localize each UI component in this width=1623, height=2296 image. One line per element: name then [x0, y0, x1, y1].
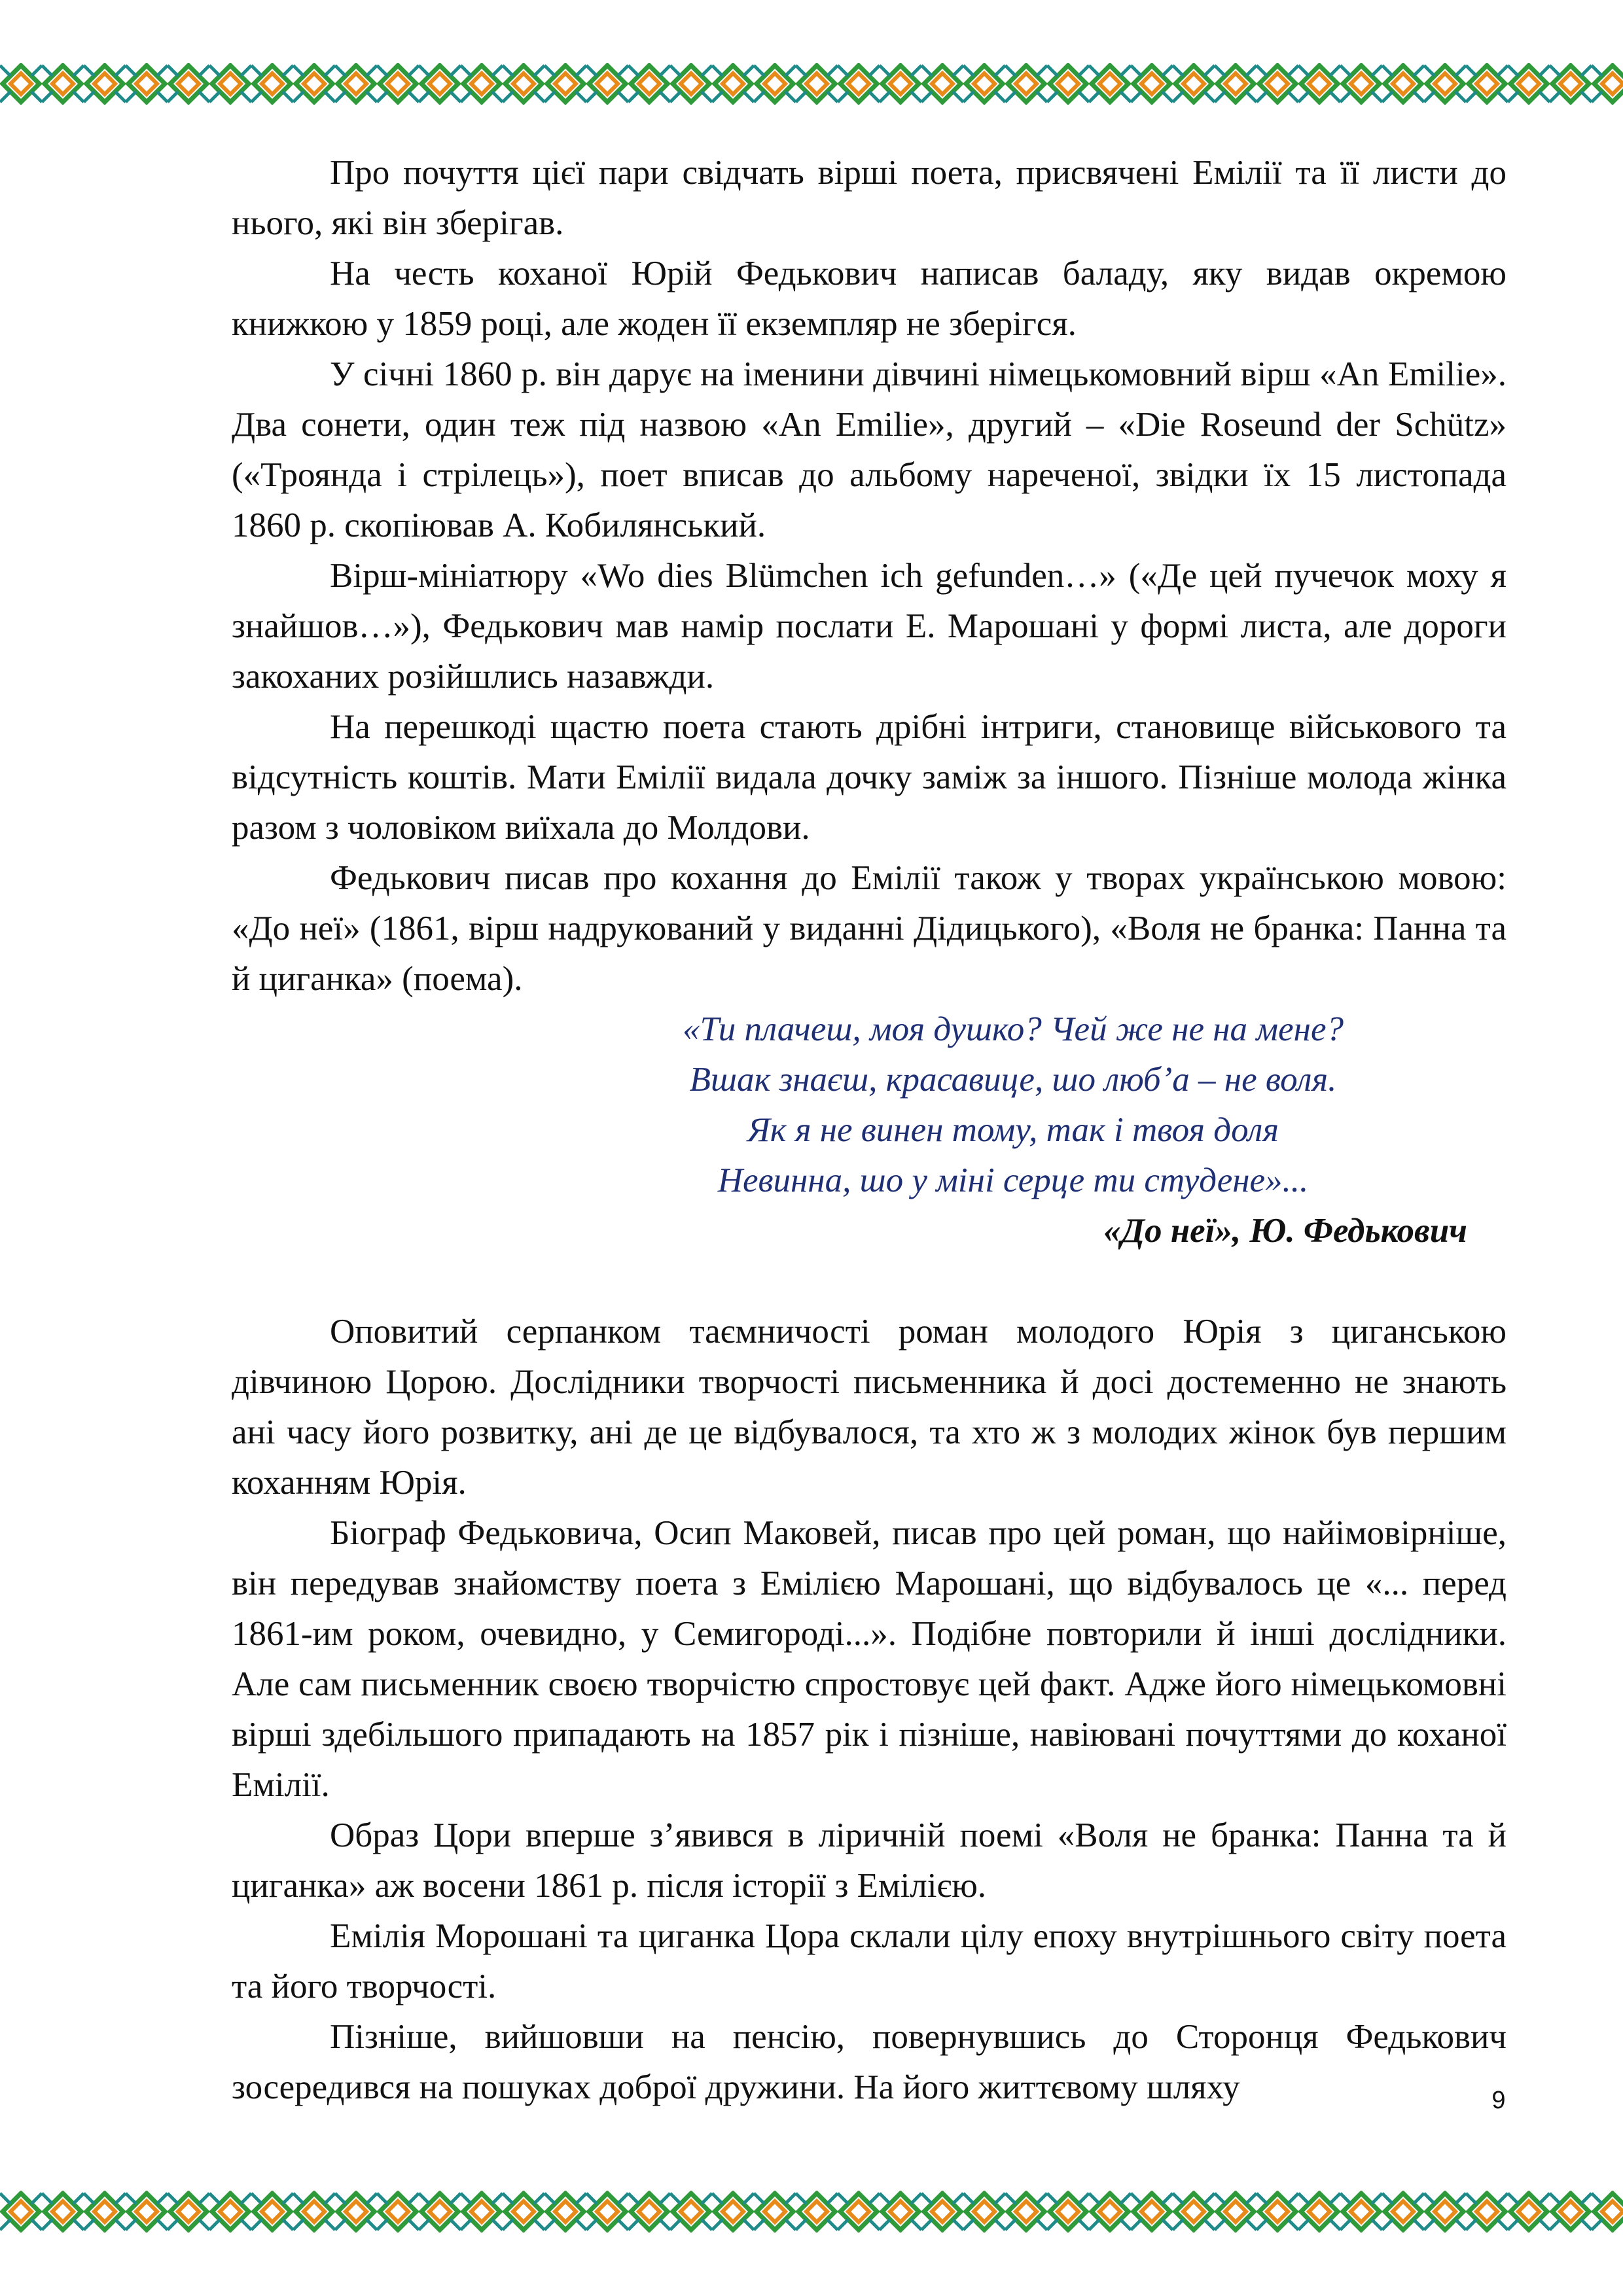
poem-attribution: «До неї», Ю. Федькович	[1103, 1212, 1467, 1250]
bottom-ornamental-border	[0, 2191, 1623, 2233]
top-ornamental-border	[0, 63, 1623, 105]
page-content	[232, 148, 1507, 2113]
paragraph: Біограф Федьковича, Осип Маковей, писав про цей роман, що найімовірніше, він передував знайомству поета з Емілією Марошані, що відбувалось це «... перед 1861-им роком, очевидно, у Семигороді...». Подібне повторили й інші дослідники. Але сам письменник своєю творчістю спростовує цей факт. Адже його німецькомовні вірші здебільшого припадають на 1857 рік і пізніше, навіювані почуттями до коханої Емілії.	[232, 1514, 1507, 1804]
paragraph: У січні 1860 р. він дарує на іменини дівчині німецькомовний вірш «An Emilie». Два сонети, один теж під назвою «An Emilie», другий – «Die Roseund der Schütz» («Троянда і стрілець»), поет вписав до альбому нареченої, звідки їх 15 листопада 1860 р. скопіював А. Кобилянський.	[232, 355, 1507, 544]
poem-line: «Ти плачеш, моя душко? Чей же не на мене?	[683, 1010, 1344, 1048]
paragraph: На перешкоді щастю поета стають дрібні інтриги, становище військового та відсутність коштів. Мати Емілії видала дочку заміж за іншого. Пізніше молода жінка разом з чоловіком виїхала до Молдови.	[232, 708, 1507, 847]
ornamental-knot-border-icon	[0, 2191, 1623, 2233]
ornamental-knot-border-icon	[0, 63, 1623, 105]
poem-line: Невинна, шо у міні серце ти студене»...	[717, 1161, 1309, 1199]
paragraph: Пізніше, вийшовши на пенсію, повернувшись до Сторонця Федькович зосередився на пошуках доброї дружини. На його життєвому шляху	[232, 2018, 1507, 2106]
paragraph: На честь коханої Юрій Федькович написав баладу, яку видав окремою книжкою у 1859 році, але жоден її екземпляр не зберігся.	[232, 255, 1507, 343]
poem-line: Як я не винен тому, так і твоя доля	[747, 1111, 1279, 1149]
paragraph: Про почуття цієї пари свідчать вірші поета, присвячені Емілії та її листи до нього, які він зберігав.	[232, 154, 1507, 242]
poem-line: Вшак знаєш, красавице, шо люб’а – не воля.	[689, 1061, 1337, 1099]
paragraph: Оповитий серпанком таємничості роман молодого Юрія з циганською дівчиною Цорою. Дослідники творчості письменника й досі достеменно не знають ані часу його розвитку, ані де це відбувалося, та хто ж з молодих жінок був першим коханням Юрія.	[232, 1313, 1507, 1502]
paragraph: Вірш-мініатюру «Wo dies Blümchen ich gefunden…» («Де цей пучечок моху я знайшов…»), Федькович мав намір послати Е. Марошані у формі листа, але дороги закоханих розійшлись назавжди.	[232, 557, 1507, 696]
page-number: 9	[1491, 2087, 1506, 2114]
paragraph: Федькович писав про кохання до Емілії також у творах українською мовою: «До неї» (1861, вірш надрукований у виданні Дідицького), «Воля не бранка: Панна та й циганка» (поема).	[232, 859, 1507, 998]
paragraph: Емілія Морошані та циганка Цора склали цілу епоху внутрішнього світу поета та його творчості.	[232, 1917, 1507, 2005]
paragraph: Образ Цори вперше з’явився в ліричній поемі «Воля не бранка: Панна та й циганка» аж восени 1861 р. після історії з Емілією.	[232, 1816, 1507, 1905]
poem-quote	[232, 1004, 1507, 1206]
